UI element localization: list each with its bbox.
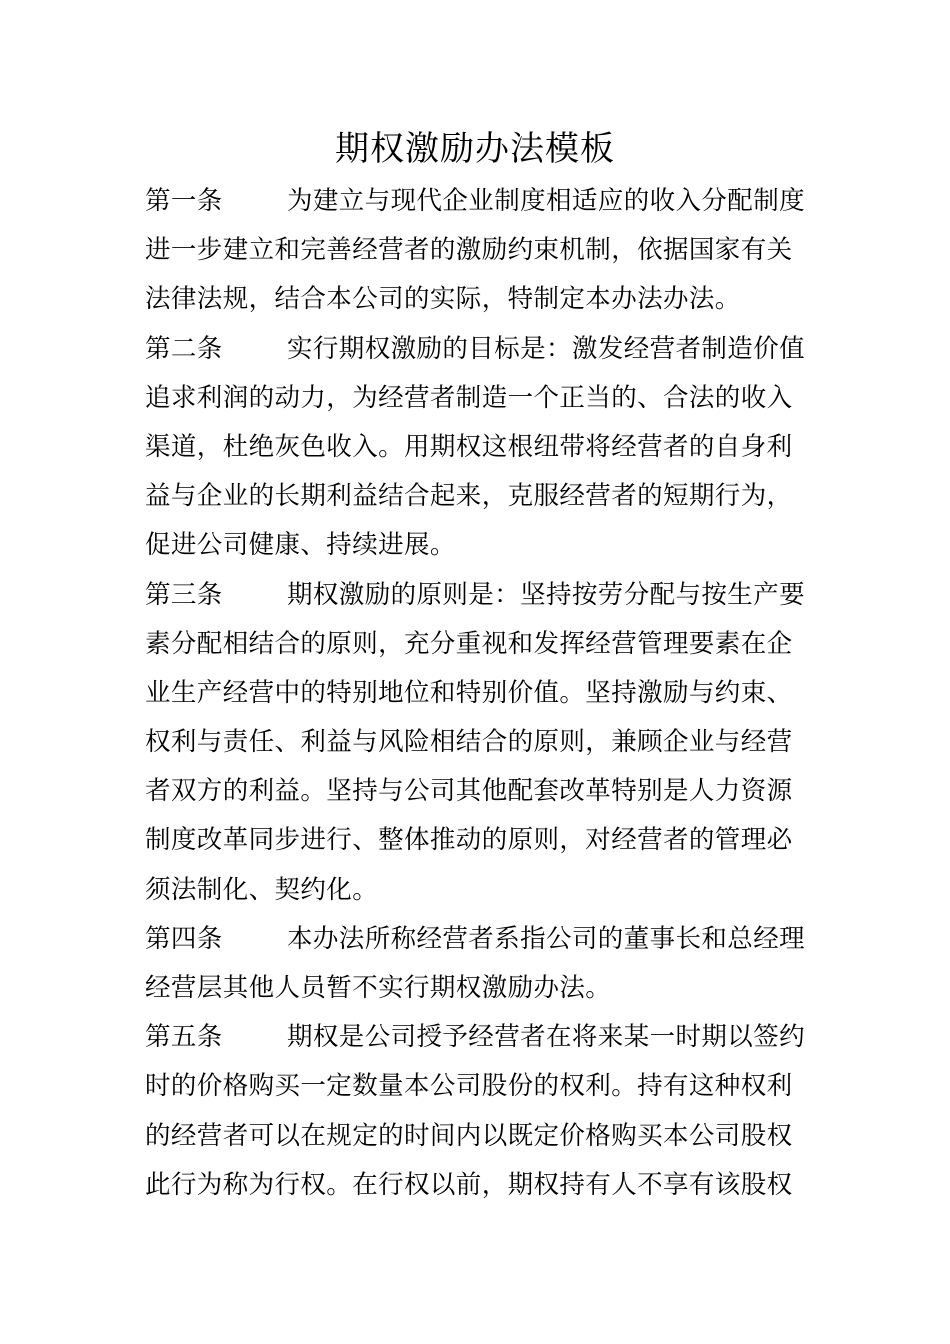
article-3-line: 业生产经营中的特别地位和特别价值。坚持激励与约束、: [145, 677, 793, 708]
article-2-first-line: [145, 325, 815, 374]
document-body: [145, 177, 815, 1210]
article-3-line: 权利与责任、利益与风险相结合的原则，兼顾企业与经营: [145, 727, 793, 758]
article-5-line: 的经营者可以在规定的时间内以既定价格购买本公司股权: [145, 1120, 793, 1151]
article-2-line: 追求利润的动力，为经营者制造一个正当的、合法的收入: [145, 382, 793, 413]
document-title: 期权激励办法模板: [335, 129, 615, 169]
article-1-text: 为建立与现代企业制度相适应的收入分配制度: [287, 186, 806, 216]
article-1-label: 第一条: [145, 186, 223, 216]
article-4-first-line: [145, 915, 815, 964]
article-3-label: 第三条: [145, 579, 223, 610]
article-5-line: 此行为称为行权。在行权以前，期权持有人不享有该股权: [145, 1169, 793, 1200]
article-5-line: 时的价格购买一定数量本公司股份的权利。持有这种权利: [145, 1071, 793, 1102]
article-1-line: 进一步建立和完善经营者的激励约束机制，依据国家有关: [145, 235, 793, 266]
article-4-line: 经营层其他人员暂不实行期权激励办法。: [145, 973, 612, 1003]
article-5-first-line: [145, 1013, 815, 1062]
article-2-line: 益与企业的长期利益结合起来，克服经营者的短期行为，: [145, 481, 793, 512]
article-2-label: 第二条: [145, 333, 223, 364]
article-1-first-line: [145, 177, 815, 226]
article-3-line: 者双方的利益。坚持与公司其他配套改革特别是人力资源: [145, 776, 793, 807]
article-2-line: 渠道，杜绝灰色收入。用期权这根纽带将经营者的自身利: [145, 431, 793, 462]
article-2-line: 促进公司健康、持续进展。: [145, 530, 456, 561]
article-4-text: 本办法所称经营者系指公司的董事长和总经理: [287, 923, 806, 954]
article-3-text: 期权激励的原则是：坚持按劳分配与按生产要: [287, 579, 806, 610]
article-3-line: 素分配相结合的原则，充分重视和发挥经营管理要素在企: [145, 628, 793, 659]
article-4-label: 第四条: [145, 923, 223, 954]
article-3-first-line: [145, 571, 815, 620]
article-3-line: 制度改革同步进行、整体推动的原则，对经营者的管理必: [145, 825, 793, 856]
article-5-text: 期权是公司授予经营者在将来某一时期以签约: [287, 1022, 806, 1053]
article-5-label: 第五条: [145, 1022, 223, 1053]
article-2-text: 实行期权激励的目标是：激发经营者制造价值: [287, 333, 806, 364]
article-3-line: 须法制化、契约化。: [145, 874, 379, 905]
article-1-line: 法律法规，结合本公司的实际，特制定本办法办法。: [145, 284, 741, 315]
